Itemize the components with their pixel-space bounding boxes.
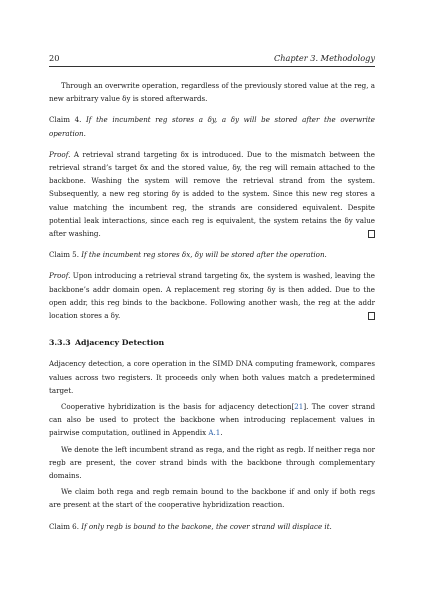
section-heading	[49, 336, 375, 349]
proof-5	[49, 269, 375, 322]
claim-6-label: Claim 6.	[49, 521, 79, 531]
paragraph-claim-statement: We claim both rega and regb remain bound to the backbone if and only if both regs are present at the start of the cooperative hybridization reaction.	[49, 487, 375, 510]
proof-5-text: Upon introducing a retrieval strand targeting δx, the system is washed, leaving the backbone’s addr domain open. A replacement reg storing δy is then added. Due to the open addr, this reg binds to the backbone. Following another wash, the reg at the addr location stores a δy.	[49, 271, 375, 321]
claim-5-label: Claim 5.	[49, 250, 79, 260]
header-rule	[49, 66, 375, 67]
claim-5	[49, 248, 375, 261]
section-number: 3.3.3	[49, 338, 71, 348]
proof-4-text: A retrieval strand targeting δx is introduced. Due to the mismatch between the retrieval strand’s target δx and the stored value, δy, the reg will remain attached to the backbone. Washing the system will remove the retrieval strand from the system. Subsequently, a new reg storing δy is added to the system. Since this new reg stores a value matching the incumbent reg, the strands are considered equivalent. Despite potential leak interactions, since each reg is equivalent, the system retains the δy value after washing.	[49, 149, 375, 239]
paragraph-overwrite: Through an overwrite operation, regardless of the previously stored value at the reg, a new arbitrary value δy is stored afterwards.	[49, 81, 375, 104]
qed-box-icon	[368, 312, 376, 320]
proof-4-label: Proof.	[49, 149, 71, 159]
page-number: 20	[49, 53, 60, 63]
running-header	[49, 53, 375, 63]
page-body	[49, 79, 375, 541]
paragraph-strand-notation: We denote the left incumbent strand as rega, and the right as regb. If neither rega nor regb are present, the cover strand binds with the backbone through complementary domains.	[49, 444, 375, 481]
qed-box-icon	[368, 230, 376, 238]
paragraph-adjacency-intro: Adjacency detection, a core operation in the SIMD DNA computing framework, compares values across two registers. It proceeds only when both values match a predetermined target.	[49, 359, 375, 395]
proof-4	[49, 148, 375, 240]
claim-4-label: Claim 4.	[49, 115, 82, 125]
paragraph-cooperative-hybridization	[49, 400, 375, 440]
claim-5-text: If the incumbent reg stores δx, δy will be stored after the operation.	[81, 250, 327, 260]
chapter-title: Chapter 3. Methodology	[273, 53, 375, 63]
claim-6	[49, 520, 375, 533]
proof-5-label: Proof.	[49, 271, 71, 281]
section-title: Adjacency Detection	[75, 338, 165, 348]
appendix-link[interactable]: A.1	[208, 428, 221, 438]
p2-end: .	[220, 428, 223, 438]
citation-link[interactable]: 21	[294, 402, 304, 412]
claim-6-text: If only regb is bound to the backone, the cover strand will displace it.	[81, 521, 332, 531]
p2-middle: ]. The cover strand can also be used to protect the backbone when introducing replacement values in pairwise computation, outlined in Appendix	[49, 402, 375, 438]
claim-4	[49, 113, 375, 139]
p2-before: Cooperative hybridization is the basis for adjacency detection[	[61, 402, 295, 412]
claim-4-text: If the incumbent reg stores a δy, a δy will be stored after the overwrite operation.	[49, 115, 375, 138]
